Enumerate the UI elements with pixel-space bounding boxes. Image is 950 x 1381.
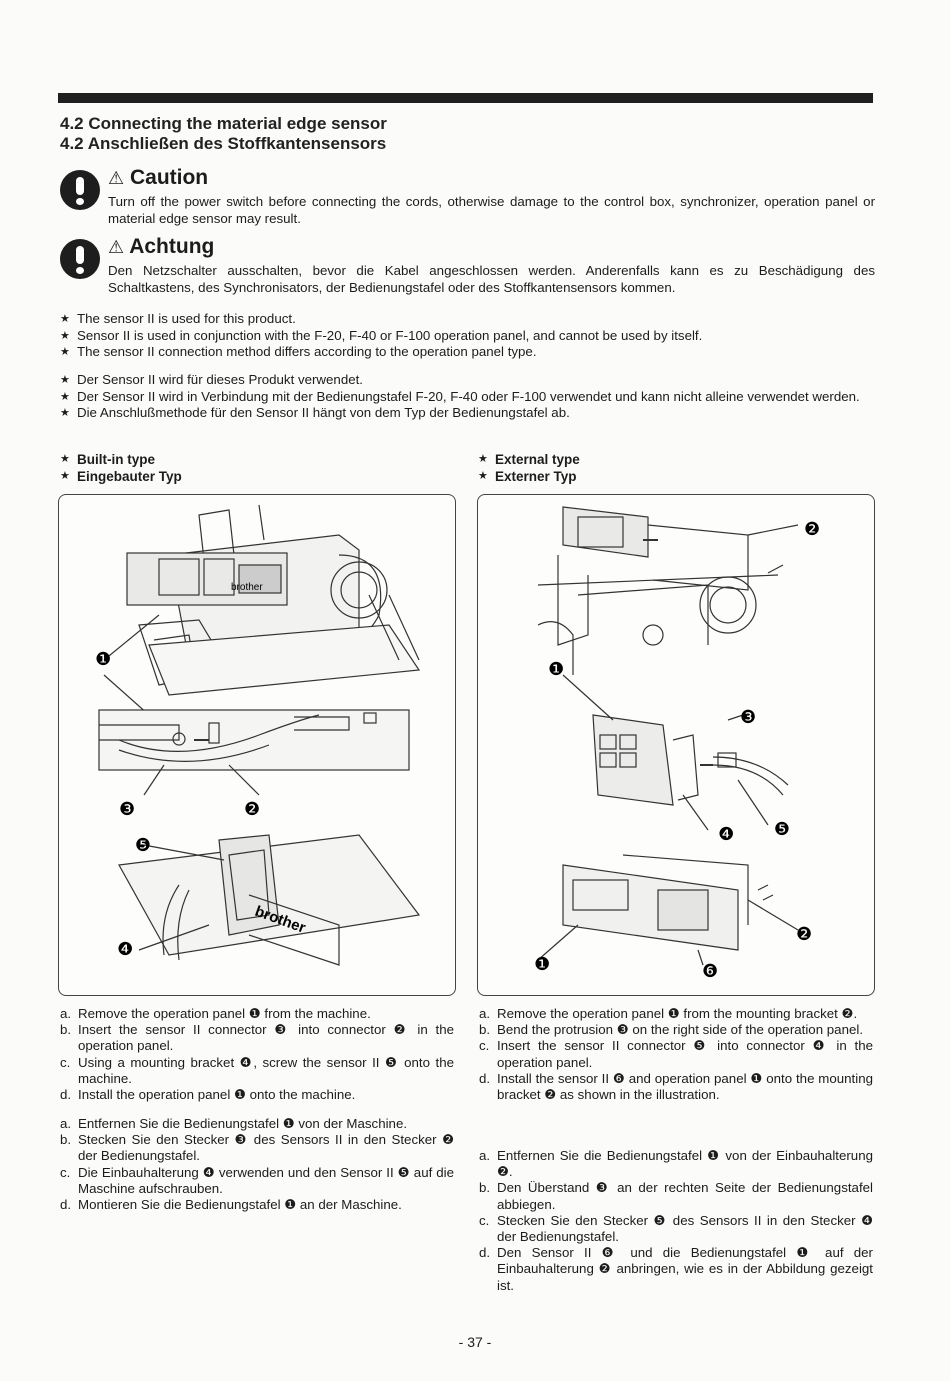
exclamation-circle-icon (60, 239, 100, 279)
caution-title: ⚠ Caution (108, 166, 209, 189)
brand-label: brother (252, 902, 308, 937)
step-item: d. Install the sensor II ❻ and operation panel ❶ onto the mounting bracket ❷ as shown in the illustration. (479, 1070, 873, 1103)
note-item: ★ The sensor II is used for this product. (60, 311, 875, 328)
section-heading (60, 114, 387, 154)
brand-label: brother (231, 582, 263, 593)
note-item: ★ Der Sensor II wird in Verbindung mit der Bedienungstafel F-20, F-40 oder F-100 verwendet und kann nicht alleine verwendet werden. (60, 389, 875, 406)
step-item: a. Remove the operation panel ❶ from the mounting bracket ❷. (479, 1006, 858, 1021)
callout-5: ❺ (135, 835, 152, 856)
note-item: ★ Die Anschlußmethode für den Sensor II hängt von dem Typ der Bedienungstafel ab. (60, 405, 875, 422)
callout-5: ❺ (774, 819, 791, 840)
step-item: b. Stecken Sie den Stecker ❸ des Sensors II in den Stecker ❷ der Bedienungstafel. (60, 1132, 454, 1164)
callout-2: ❷ (804, 519, 821, 540)
callout-4: ❹ (117, 939, 134, 960)
achtung-text: Den Netzschalter ausschalten, bevor die Kabel angeschlossen werden. Anderenfalls kann es zu Beschädigung des Schaltkastens, des Synchronisators, der Bedienungstafel oder des Stoffkantensensors kommen. (108, 263, 875, 295)
header-rule (58, 93, 873, 103)
callout-4: ❹ (718, 824, 735, 845)
exclamation-circle-icon (60, 170, 100, 210)
caution-text: Turn off the power switch before connecting the cords, otherwise damage to the control box, synchronizer, operation panel or material edge sensor may result. (108, 194, 875, 226)
external-drawing (478, 495, 874, 995)
steps-external-en (479, 1006, 873, 1103)
callout-6: ❻ (702, 961, 719, 982)
steps-external-de (479, 1148, 873, 1294)
step-item: b. Bend the protrusion ❸ on the right side of the operation panel. (479, 1022, 864, 1038)
builtin-illustration (58, 494, 456, 996)
warning-triangle-icon: ⚠ (108, 168, 125, 188)
callout-3: ❸ (119, 799, 136, 820)
step-item: a. Entfernen Sie die Bedienungstafel ❶ von der Einbauhalterung ❷. (479, 1148, 873, 1180)
step-item: b. Den Überstand ❸ an der rechten Seite der Bedienungstafel abbiegen. (479, 1180, 873, 1212)
note-item: ★ Der Sensor II wird für dieses Produkt verwendet. (60, 372, 875, 389)
step-item: d. Den Sensor II ❻ und die Bedienungstafel ❶ auf der Einbauhalterung ❷ anbringen, wie es in der Abbildung gezeigt ist. (479, 1245, 873, 1293)
step-item: c. Stecken Sie den Stecker ❺ des Sensors II in den Stecker ❹ der Bedienungstafel. (479, 1212, 873, 1245)
callout-1: ❶ (534, 954, 551, 975)
notes-en (60, 311, 875, 361)
callout-3: ❸ (740, 707, 757, 728)
builtin-drawing (59, 495, 455, 995)
page-number: - 37 - (458, 1334, 492, 1350)
step-item: a. Remove the operation panel ❶ from the machine. (60, 1006, 371, 1021)
notes-de (60, 372, 875, 422)
external-type-heading: ★ External type ★ Externer Typ (478, 451, 580, 485)
callout-2: ❷ (244, 799, 261, 820)
builtin-type-heading: ★ Built-in type ★ Eingebauter Typ (60, 451, 182, 485)
warning-triangle-icon: ⚠ (108, 237, 125, 257)
external-illustration (477, 494, 875, 996)
step-item: c. Insert the sensor II connector ❺ into connector ❹ in the operation panel. (479, 1038, 873, 1070)
section-title-de: 4.2 Anschließen des Stoffkantensensors (60, 134, 387, 153)
callout-1: ❶ (95, 649, 112, 670)
callout-1: ❶ (548, 659, 565, 680)
step-item: c. Die Einbauhalterung ❹ verwenden und den Sensor II ❺ auf die Maschine aufschrauben. (60, 1164, 454, 1196)
step-item: d. Montieren Sie die Bedienungstafel ❶ an der Maschine. (60, 1197, 402, 1213)
caution-box (60, 166, 875, 232)
note-item: ★ The sensor II connection method differs according to the operation panel type. (60, 344, 875, 361)
note-item: ★ Sensor II is used in conjunction with the F-20, F-40 or F-100 operation panel, and cannot be used by itself. (60, 328, 875, 345)
step-item: a. Entfernen Sie die Bedienungstafel ❶ von der Maschine. (60, 1116, 408, 1131)
achtung-title: ⚠ Achtung (108, 235, 215, 258)
steps-builtin-en (60, 1006, 454, 1103)
step-item: b. Insert the sensor II connector ❸ into connector ❷ in the operation panel. (60, 1022, 454, 1054)
callout-2: ❷ (796, 924, 813, 945)
step-item: d. Install the operation panel ❶ onto the machine. (60, 1087, 356, 1103)
section-title-en: 4.2 Connecting the material edge sensor (60, 114, 387, 133)
step-item: c. Using a mounting bracket ❹, screw the sensor II ❺ onto the machine. (60, 1054, 454, 1086)
achtung-box (60, 235, 875, 301)
steps-builtin-de (60, 1116, 454, 1213)
